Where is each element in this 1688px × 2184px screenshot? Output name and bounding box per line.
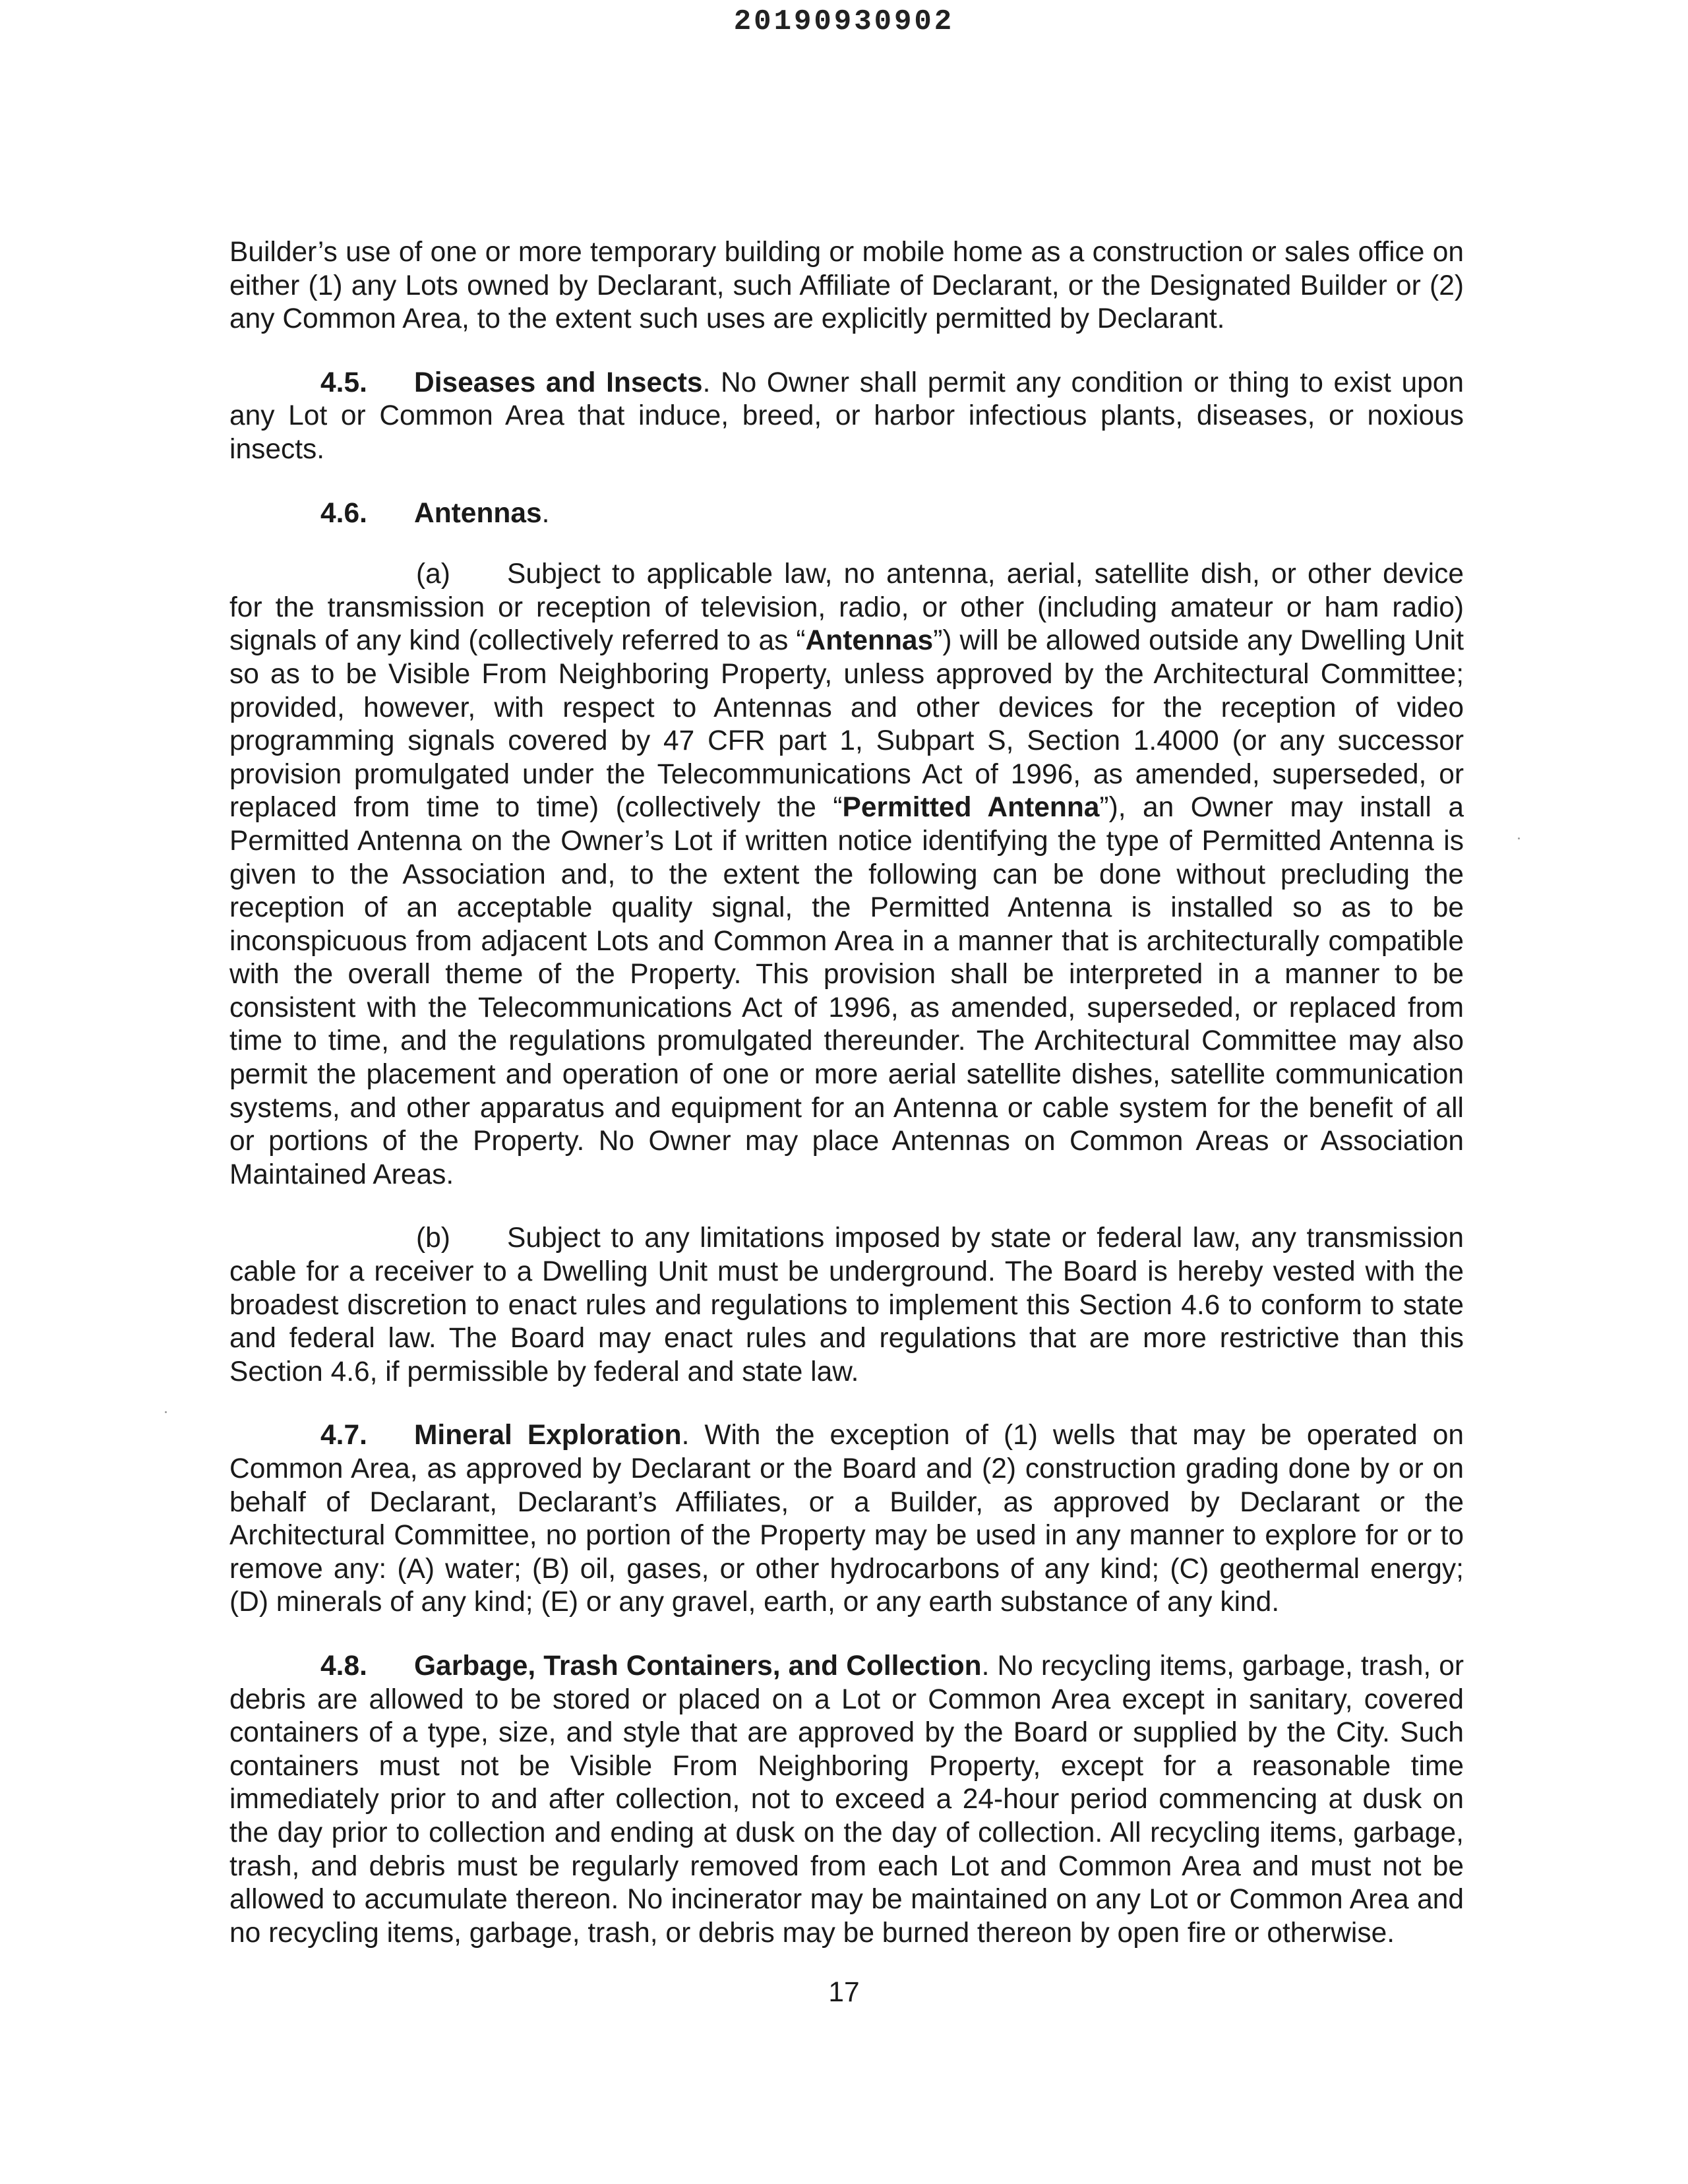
subsection-text-part1: Subject to applicable law, no antenna, aerial, satellite dish, or other device for the transmission or reception of television, radio, or other (including amateur or ham radio) signals of any kind (collectively referred to as “ xyxy=(229,559,1464,657)
scan-speck xyxy=(165,1411,167,1413)
section-title: Diseases and Insects xyxy=(414,367,703,398)
page-number: 17 xyxy=(828,1977,860,2008)
section-title: Antennas xyxy=(414,497,542,529)
section-4-7 xyxy=(229,1419,1464,1620)
document-body xyxy=(229,236,1464,1980)
section-number: 4.5. xyxy=(320,367,367,398)
scan-speck xyxy=(1518,837,1520,839)
section-title: Mineral Exploration xyxy=(414,1420,682,1451)
subsection-4-6-a xyxy=(229,558,1464,1192)
section-number: 4.7. xyxy=(320,1420,367,1451)
section-4-5 xyxy=(229,367,1464,467)
defined-term-antennas: Antennas xyxy=(805,625,934,657)
subsection-label: (b) xyxy=(416,1223,450,1254)
section-text: . No Owner shall permit any condition or thing to exist upon any Lot or Common Area that induce, breed, or harbor infectious plants, diseases, or noxious insects. xyxy=(229,367,1464,465)
defined-term-permitted-antenna: Permitted Antenna xyxy=(842,792,1100,824)
section-text: . No recycling items, garbage, trash, or debris are allowed to be stored or placed on a Lot or Common Area except in sanitary, covered containers of a type, size, and style that are approved by the Board or supplied by the City. Such containers must not be Visible From Neighboring Property, except for a reasonable time immediately prior to and after collection, not to exceed a 24-hour period commencing at dusk on the day prior to collection and ending at dusk on the day of collection. All recycling items, garbage, trash, and debris must be regularly removed from each Lot and Common Area and must not be allowed to accumulate thereon. No incinerator may be maintained on any Lot or Common Area and no recycling items, garbage, trash, or debris may be burned thereon by open fire or otherwise. xyxy=(229,1650,1464,1949)
subsection-text-part3: ”), an Owner may install a Permitted Antenna on the Owner’s Lot if written notice identifying the type of Permitted Antenna is given to the Association and, to the extent the following can be done without precluding the reception of an acceptable quality signal, the Permitted Antenna is installed so as to be inconspicuous from adjacent Lots and Common Area in a manner that is architecturally compatible with the overall theme of the Property. This provision shall be interpreted in a manner to be consistent with the Telecommunications Act of 1996, as amended, superseded, or replaced from time to time, and the regulations promulgated thereunder. The Architectural Committee may also permit the placement and operation of one or more aerial satellite dishes, satellite communication systems, and other apparatus and equipment for an Antenna or cable system for the benefit of all or portions of the Property. No Owner may place Antennas on Common Areas or Association Maintained Areas. xyxy=(229,792,1464,1190)
section-4-6-heading xyxy=(229,497,1464,531)
section-title: Garbage, Trash Containers, and Collection xyxy=(414,1650,982,1682)
section-text: . With the exception of (1) wells that may be operated on Common Area, as approved by Declarant or the Board and (2) construction grading done by or on behalf of Declarant, Declarant’s Affiliates, or a Builder, as approved by Declarant or the Architectural Committee, no portion of the Property may be used in any manner to explore for or to remove any: (A) water; (B) oil, gases, or other hydrocarbons of any kind; (C) geothermal energy; (D) minerals of any kind; (E) or any gravel, earth, or any earth substance of any kind. xyxy=(229,1420,1464,1618)
section-title-suffix: . xyxy=(541,497,550,529)
continuation-paragraph: Builder’s use of one or more temporary building or mobile home as a construction or sales office on either (1) any Lots owned by Declarant, such Affiliate of Declarant, or the Designated Builder or (2) any Common Area, to the extent such uses are explicitly permitted by Declarant. xyxy=(229,237,1464,335)
document-number: 20190930902 xyxy=(733,5,955,38)
section-4-8 xyxy=(229,1650,1464,1950)
subsection-text-part2: ”) will be allowed outside any Dwelling Unit so as to be Visible From Neighboring Property, unless approved by the Architectural Committee; provided, however, with respect to Antennas and other devices for the reception of video programming signals covered by 47 CFR part 1, Subpart S, Section 1.4000 (or any successor provision promulgated under the Telecommunications Act of 1996, as amended, superseded, or replaced from time to time) (collectively the “ xyxy=(229,625,1464,824)
section-number: 4.8. xyxy=(320,1650,367,1682)
subsection-text: Subject to any limitations imposed by state or federal law, any transmission cable for a receiver to a Dwelling Unit must be underground. The Board is hereby vested with the broadest discretion to enact rules and regulations to implement this Section 4.6 to conform to state and federal law. The Board may enact rules and regulations that are more restrictive than this Section 4.6, if permissible by federal and state law. xyxy=(229,1223,1464,1387)
subsection-label: (a) xyxy=(416,559,450,590)
section-number: 4.6. xyxy=(320,497,367,529)
subsection-4-6-b xyxy=(229,1222,1464,1389)
